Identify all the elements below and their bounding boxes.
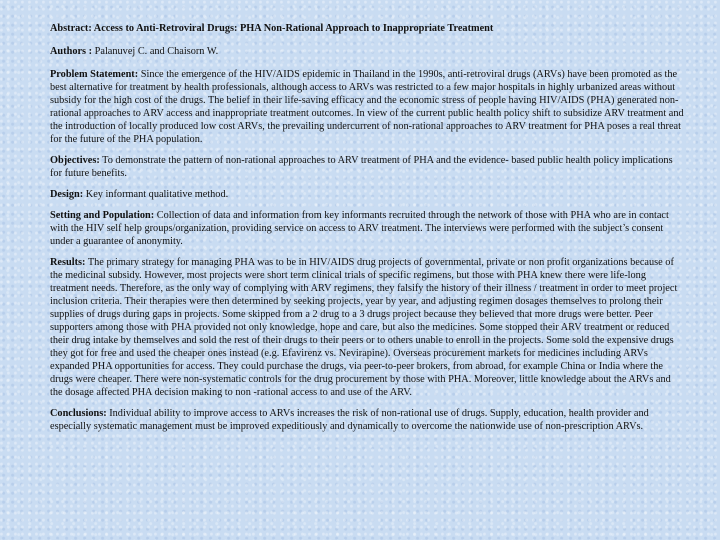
objectives-text: To demonstrate the pattern of non-rational approaches to ARV treatment of PHA and the evidence- based public health policy implications for future benefits.: [50, 155, 673, 179]
setting-population-label: Setting and Population:: [50, 210, 155, 221]
setting-population-section: [50, 209, 684, 248]
setting-population-text: Collection of data and information from key informants recruited through the network of those with PHA who are in contact with the HIV self help groups/organization, providing service on access to ARV treatment. The interviews were performed with the subject’s consent under a guarantee of anonymity.: [50, 210, 669, 247]
problem-statement-text: Since the emergence of the HIV/AIDS epidemic in Thailand in the 1990s, anti-retroviral drugs (ARVs) have been promoted as the best alternative for treatment by health professionals, although access to ARVs was restricted to a few major hospitals in highly urbanized areas without subsidy for the high cost of the drugs. The belief in their life-saving efficacy and the economic stress of people having HIV/AIDS (PHA) generated non-rational approaches to ARV access and inappropriate treatment outcomes. In view of the current public health policy shift to subsidize ARV treatment and the introduction of locally produced low cost ARVs, the prevailing undercurrent of non-rational approaches to ARV treatment for PHA poses a real threat for the future of the PHA population.: [50, 69, 684, 145]
conclusions-text: Individual ability to improve access to ARVs increases the risk of non-rational use of drugs. Supply, education, health provider and especially systematic management must be improved expeditiously and dynamically to overcome the nationwide use of non-prescription ARVs.: [50, 408, 649, 432]
objectives-section: [50, 154, 684, 180]
authors-line: [50, 45, 684, 58]
results-label: Results:: [50, 257, 86, 268]
design-text: Key informant qualitative method.: [85, 189, 229, 200]
design-section: [50, 188, 684, 201]
problem-statement-section: [50, 68, 684, 146]
authors-names: Palanuvej C. and Chaisorn W.: [94, 46, 219, 57]
conclusions-section: [50, 407, 684, 433]
results-text: The primary strategy for managing PHA was to be in HIV/AIDS drug projects of governmental, private or non profit organizations because of the medicinal subsidy. However, most projects were short term clinical trials of specific regimens, but those with PHA knew there were life-long treatment needs. Therefore, as the only way of complying with ARV regimens, they falsify the history of their illness / treatment in order to meet project inclusion criteria. Their therapies were then determined by seeking projects, year by year, and adjusting regimen dosages themselves to prolong their supplies of drugs during gaps in projects. Some skipped from a 2 drug to a 3 drugs project because they believed that more drugs were better. Peer supporters among those with PHA provided not only knowledge, hope and care, but also the medicines. Some stopped their ARV treatment or reduced their drug intake by themselves and sold the rest of their drugs to their peers or to others unable to enroll in the projects. Some sold the expensive drugs they got for free and used the cheaper ones instead (e.g. Efavirenz vs. Nevirapine). Overseas procurement markets for medicines including ARVs expanded PHA opportunities for access. They could purchase the drugs, via peer-to-peer brokers, from abroad, for example China or India where the drugs were cheaper. There were non-systematic controls for the drug procurement by those with PHA. Moreover, little knowledge about the ARVs and the dosage affected PHA decision making to non -rational access to and use of the ARV.: [50, 257, 678, 398]
results-section: [50, 256, 684, 399]
abstract-page: [50, 22, 684, 441]
design-label: Design:: [50, 189, 84, 200]
problem-statement-label: Problem Statement:: [50, 69, 139, 80]
authors-label: Authors :: [50, 46, 93, 57]
conclusions-label: Conclusions:: [50, 408, 107, 419]
objectives-label: Objectives:: [50, 155, 100, 166]
abstract-title: Abstract: Access to Anti-Retroviral Drugs: PHA Non-Rational Approach to Inappropriate Treatment: [50, 23, 494, 34]
